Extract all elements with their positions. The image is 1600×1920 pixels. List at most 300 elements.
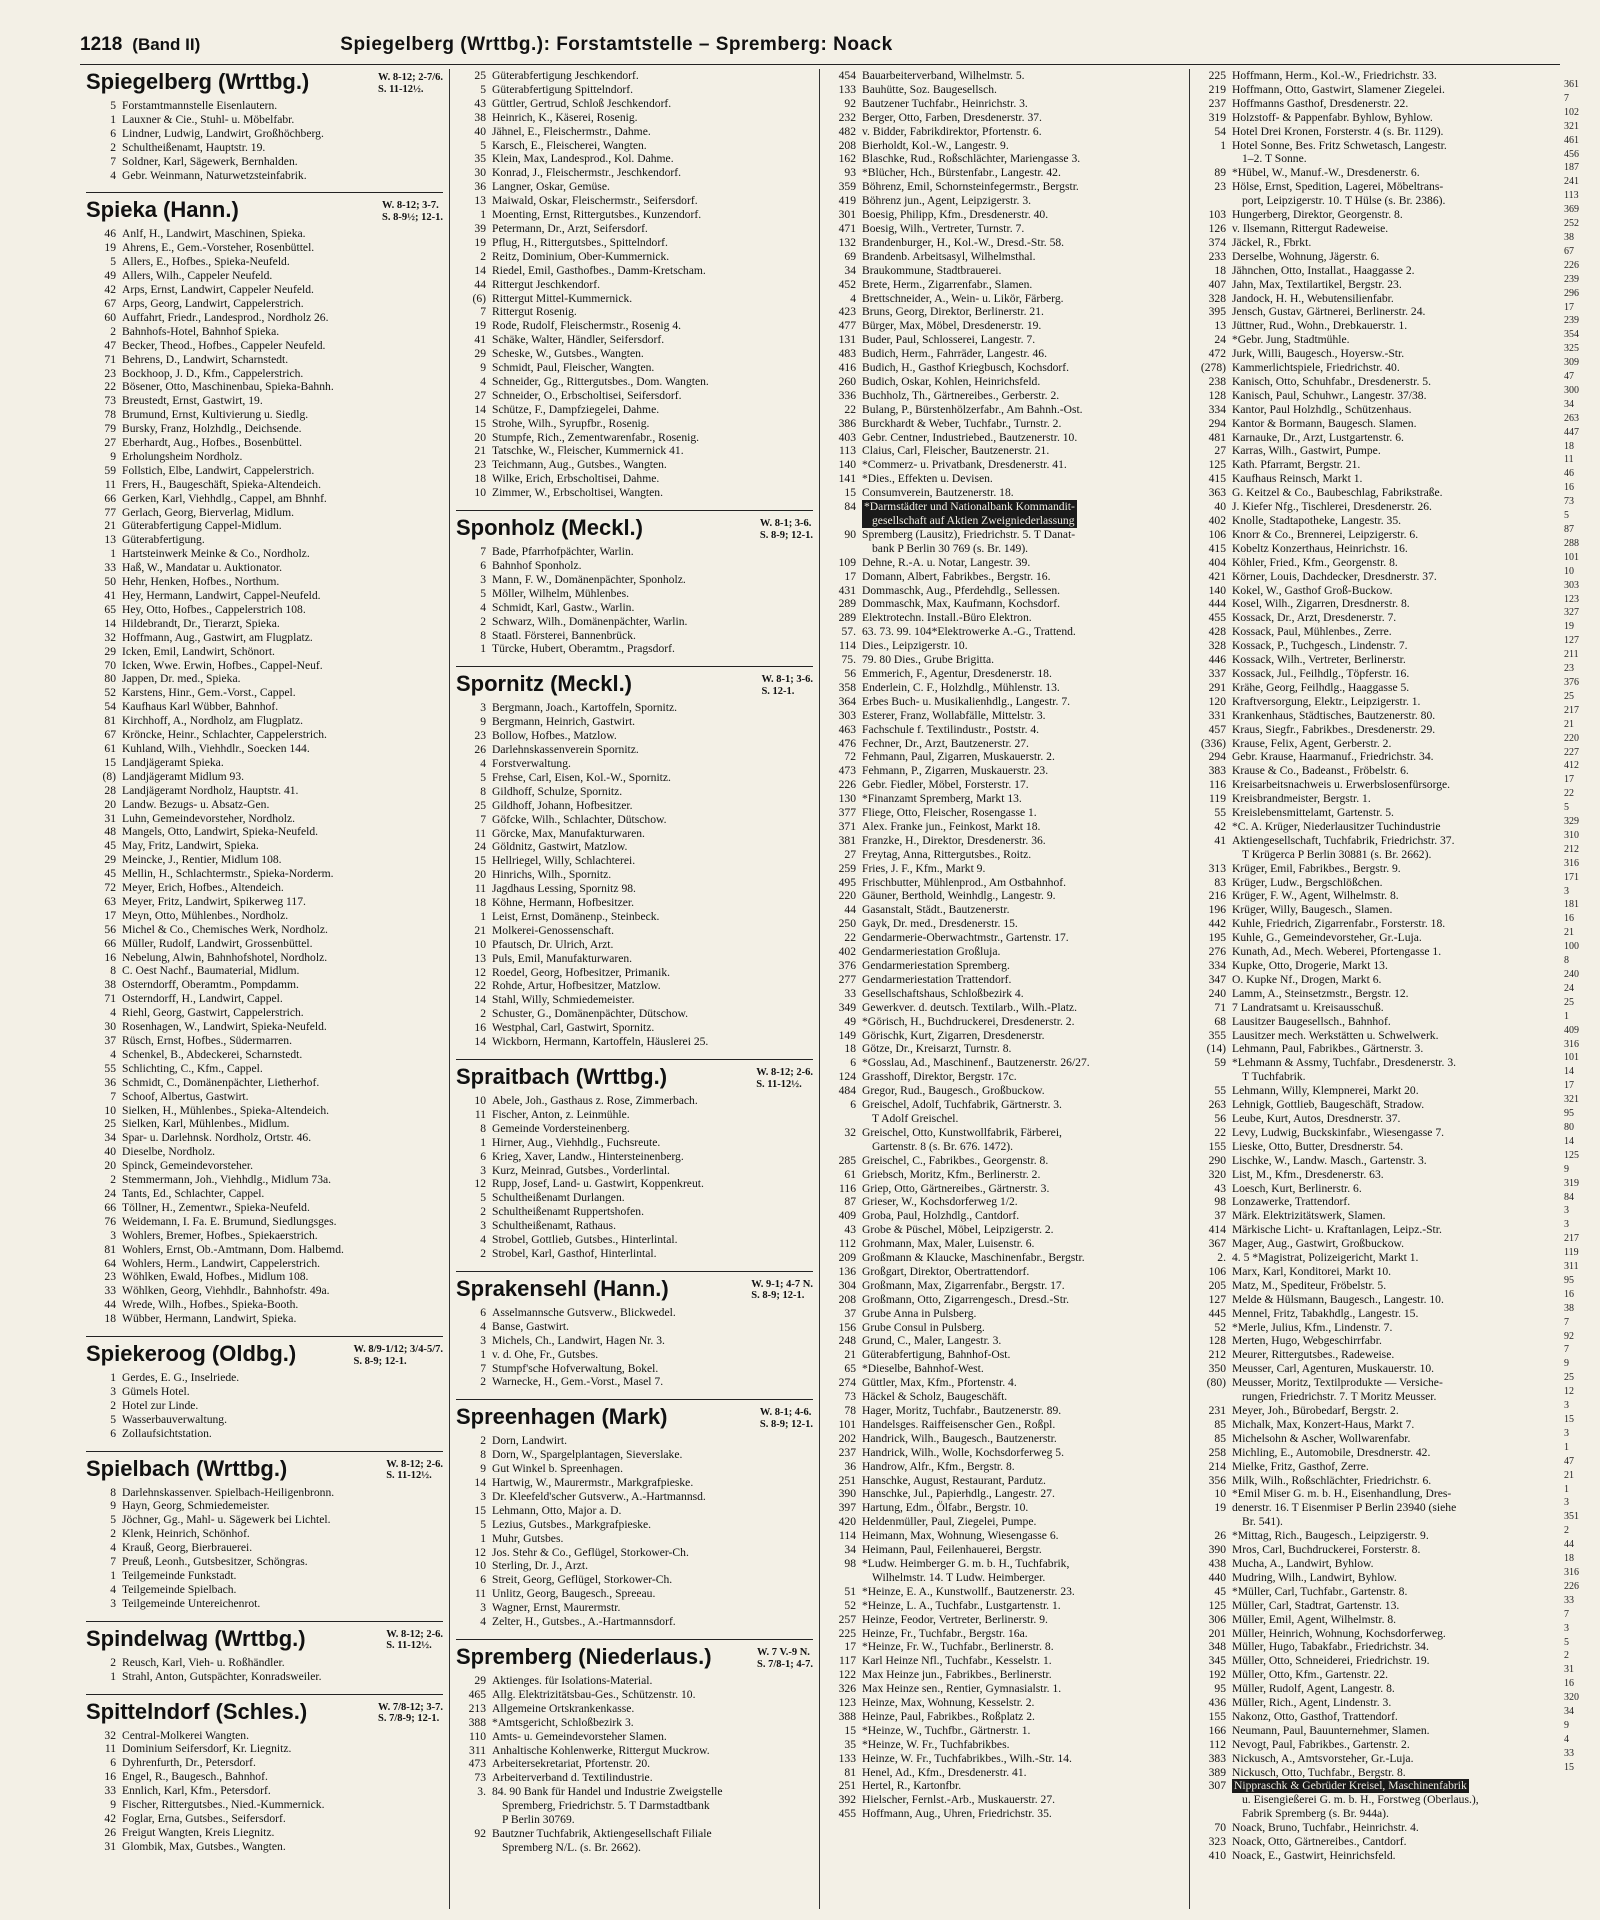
- entry-text: Gebr. Fiedler, Möbel, Forsterstr. 17.: [862, 778, 1029, 792]
- phone-number: 73: [104, 394, 116, 408]
- directory-entry: [456, 278, 813, 292]
- phone-number: 410: [1208, 1849, 1226, 1862]
- phone-number: 1: [480, 642, 486, 656]
- entry-text: Jandock, H. H., Webutensilienfabr.: [1232, 291, 1394, 305]
- phone-number: 3: [480, 1163, 486, 1177]
- entry-text: Icken, Wwe. Erwin, Hofbes., Cappel-Neuf.: [122, 658, 323, 672]
- phone-number: [1196, 152, 1232, 166]
- entry-text: Brandenb. Arbeitsasyl, Wilhelmsthal.: [862, 249, 1036, 263]
- entry-text: Bergmann, Joach., Kartoffeln, Spornitz.: [492, 701, 678, 715]
- phone-number: 383: [1208, 1751, 1226, 1765]
- entry-text: Bösener, Otto, Maschinenbau, Spieka-Bahnh.: [122, 380, 334, 394]
- directory-entry: [1196, 848, 1554, 862]
- entry-text: Grube Consul in Pulsberg.: [862, 1320, 985, 1334]
- margin-number: 9: [1564, 1358, 1569, 1370]
- phone-number: 482: [838, 124, 856, 138]
- margin-number: 101: [1564, 1052, 1579, 1064]
- directory-entry: [1196, 945, 1554, 959]
- directory-entry: [86, 1798, 443, 1812]
- phone-number: 78: [844, 1404, 856, 1417]
- phone-number: 11: [474, 826, 486, 840]
- directory-entry: [1196, 1293, 1554, 1307]
- phone-number: 18: [104, 1312, 116, 1326]
- entry-text: Budich, Herm., Fahrräder, Langestr. 46.: [862, 347, 1047, 361]
- entry-text: Claius, Carl, Fleischer, Bautzenerstr. 21.: [862, 444, 1050, 458]
- entry-text: Hartsteinwerk Meinke & Co., Nordholz.: [122, 547, 310, 561]
- directory-entry: [456, 1233, 813, 1247]
- entry-text: Hinrichs, Wilh., Spornitz.: [492, 868, 612, 882]
- directory-entry: [86, 297, 443, 311]
- margin-number: 4: [1564, 1733, 1569, 1745]
- directory-entry: [86, 784, 443, 798]
- phone-number: 214: [1208, 1459, 1226, 1473]
- phone-number: 84: [844, 500, 856, 514]
- entry-text: Wohlers, Herm., Landwirt, Cappelerstrich.: [122, 1256, 321, 1270]
- directory-entry: [456, 417, 813, 431]
- phone-number: 2: [480, 1246, 486, 1260]
- phone-number: 220: [838, 889, 856, 903]
- margin-number: 25: [1564, 996, 1574, 1008]
- entry-text: Kobeltz Konzerthaus, Heinrichstr. 16.: [1232, 541, 1408, 555]
- phone-number: [826, 1571, 862, 1585]
- entry-text: Hanschke, Jul., Papierhdlg., Langestr. 27.: [862, 1487, 1055, 1501]
- phone-number: 440: [1208, 1570, 1226, 1584]
- entry-text: Enderlein, C. F., Holzhdlg., Mühlenstr. 13.: [862, 680, 1060, 694]
- entry-text: Heldenmüller, Paul, Ziegelei, Pumpe.: [862, 1515, 1037, 1529]
- entry-text: Schultheißenamt Durlangen.: [492, 1191, 625, 1205]
- directory-entry: [1196, 1627, 1554, 1641]
- entry-text: Nickusch, A., Amtsvorsteher, Gr.-Luja.: [1232, 1751, 1414, 1765]
- phone-number: 403: [838, 430, 856, 444]
- entry-text: gesellschaft auf Aktien Zweigniederlassung: [862, 514, 1077, 528]
- entry-text: Boesig, Wilh., Vertreter, Turnstr. 7.: [862, 221, 1025, 235]
- phone-number: 11: [104, 1742, 116, 1756]
- place-name: Spreenhagen (Mark): [456, 1404, 668, 1430]
- phone-number: 17: [844, 1640, 856, 1654]
- entry-text: Wöhlken, Ewald, Hofbes., Midlum 108.: [122, 1270, 309, 1284]
- entry-text: Zelter, H., Gutsbes., A.-Hartmannsdorf.: [492, 1615, 676, 1629]
- directory-entry: [86, 1243, 443, 1257]
- margin-number: 87: [1564, 524, 1574, 535]
- phone-number: 59: [104, 463, 116, 477]
- entry-text: Schmidt, C., Domänenpächter, Lietherhof.: [122, 1075, 320, 1089]
- directory-entry: [1196, 597, 1554, 611]
- entry-text: Franzke, H., Direktor, Dresdenerstr. 36.: [862, 833, 1046, 847]
- entry-text: Karras, Wilh., Gastwirt, Pumpe.: [1232, 444, 1381, 458]
- margin-number: 376: [1564, 676, 1579, 688]
- directory-entry: [1196, 820, 1554, 834]
- margin-number: 19: [1564, 621, 1574, 633]
- directory-entry: [1196, 1154, 1554, 1168]
- directory-entry: [86, 1770, 443, 1784]
- directory-entry: [456, 1757, 813, 1771]
- entry-text: Tants, Ed., Schlachter, Cappel.: [122, 1186, 265, 1200]
- phone-number: 27: [104, 436, 116, 450]
- directory-entry: [456, 1601, 813, 1615]
- directory-entry: [1196, 1390, 1554, 1404]
- margin-number: 12: [1564, 1386, 1574, 1398]
- phone-number: 24: [104, 1186, 116, 1200]
- page-number: 1218: [80, 34, 123, 55]
- entry-text: Wöhlken, Georg, Viehhdlr., Bahnhofstr. 49a.: [122, 1284, 330, 1298]
- directory-entry: [826, 1168, 1183, 1182]
- entry-text: Mielke, Fritz, Gasthof, Zerre.: [1232, 1459, 1369, 1473]
- entry-text: Budich, Oskar, Kohlen, Heinrichsfeld.: [862, 374, 1041, 388]
- directory-entry: [1196, 764, 1554, 778]
- entry-text: Kuhland, Wilh., Viehhdlr., Soecken 144.: [122, 741, 310, 755]
- phone-number: 209: [838, 1251, 856, 1265]
- phone-number: 4: [110, 1582, 116, 1596]
- margin-number: 7: [1564, 1608, 1569, 1620]
- entry-text: Becker, Theod., Hofbes., Cappeler Neufeld.: [122, 338, 326, 352]
- phone-number: 237: [1208, 96, 1226, 110]
- directory-entry: [826, 458, 1183, 472]
- directory-entry: [1196, 1557, 1554, 1571]
- margin-number: 18: [1564, 440, 1574, 452]
- directory-entry: [456, 458, 813, 472]
- phone-number: 367: [1208, 1237, 1226, 1251]
- directory-entry: [456, 1559, 813, 1573]
- directory-entry: [1196, 1098, 1554, 1112]
- entry-text: Neumann, Paul, Bauunternehmer, Slamen.: [1232, 1723, 1430, 1737]
- phone-number: (14): [1206, 1042, 1226, 1056]
- place-header: [456, 1059, 813, 1090]
- directory-entry: [826, 1293, 1183, 1307]
- directory-entry: [86, 113, 443, 127]
- margin-number: 1: [1564, 1483, 1569, 1495]
- entry-text: Asselmannsche Gutsverw., Blickwedel.: [492, 1305, 676, 1319]
- directory-entry: [86, 1840, 443, 1854]
- phone-number: 29: [104, 644, 116, 658]
- entry-text: Michalk, Max, Konzert-Haus, Markt 7.: [1232, 1417, 1415, 1431]
- directory-entry: [826, 528, 1183, 542]
- directory-entry: [456, 1021, 813, 1035]
- entry-text: Bahnhofs-Hotel, Bahnhof Spieka.: [122, 324, 280, 338]
- phone-number: 355: [1208, 1028, 1226, 1042]
- phone-number: 3: [480, 572, 486, 586]
- directory-entry: [826, 1140, 1183, 1154]
- directory-entry: [1196, 500, 1554, 514]
- phone-number: 6: [480, 1573, 486, 1587]
- phone-number: 11: [474, 1587, 486, 1601]
- directory-entry: [86, 1257, 443, 1271]
- office-hours: W. 7/8-12; 3-7. S. 7/8-9; 12-1.: [378, 1701, 443, 1725]
- directory-entry: [86, 1541, 443, 1555]
- directory-entry: [86, 853, 443, 867]
- directory-entry: [1196, 1710, 1554, 1724]
- phone-number: 63: [104, 894, 116, 908]
- phone-number: 9: [110, 1499, 116, 1513]
- phone-number: [1196, 1807, 1232, 1821]
- phone-number: 18: [844, 1042, 856, 1056]
- entry-text: Greischel, C., Fabrikbes., Georgenstr. 8.: [862, 1153, 1049, 1167]
- entry-text: Hoffmann, Aug., Gastwirt, am Flugplatz.: [122, 630, 313, 644]
- entry-text: Dr. Kleefeld'scher Gutsverw., A.-Hartmannsd.: [492, 1489, 706, 1503]
- place-header: [86, 192, 443, 223]
- phone-number: 285: [838, 1153, 856, 1167]
- directory-entry: [1196, 1724, 1554, 1738]
- phone-number: 6: [480, 559, 486, 572]
- directory-entry: [826, 1265, 1183, 1279]
- phone-number: 5: [480, 586, 486, 600]
- entry-text: Gerlach, Georg, Bierverlag, Midlum.: [122, 505, 295, 519]
- directory-entry: [1196, 139, 1554, 153]
- phone-number: 15: [844, 1723, 856, 1737]
- directory-entry: [826, 347, 1183, 361]
- office-hours: W. 8-12; 2-6. S. 11-12½.: [386, 1458, 443, 1482]
- directory-entry: [1196, 973, 1554, 987]
- directory-entry: [1196, 69, 1554, 83]
- margin-number: 447: [1564, 426, 1579, 438]
- directory-entry: [826, 945, 1183, 959]
- directory-entry: [456, 601, 813, 615]
- entry-text: Reusch, Karl, Vieh- u. Roßhändler.: [122, 1655, 285, 1669]
- entry-text: Wrede, Wilh., Hofbes., Spieka-Booth.: [122, 1298, 299, 1312]
- entry-text: Marx, Karl, Konditorei, Markt 10.: [1232, 1264, 1392, 1278]
- directory-entry: [826, 889, 1183, 903]
- margin-number: 127: [1564, 635, 1579, 647]
- entry-text: Buchholz, Th., Gärtnereibes., Gerberstr. 2.: [862, 388, 1060, 402]
- phone-number: 32: [104, 1728, 116, 1742]
- phone-number: 4: [480, 1233, 486, 1247]
- phone-number: 141: [838, 472, 856, 486]
- place-header: [86, 1451, 443, 1482]
- directory-entry: [86, 589, 443, 603]
- phone-number: 22: [1214, 1125, 1226, 1139]
- directory-entry: [826, 1070, 1183, 1084]
- entry-text: Schneider, Gg., Rittergutsbes., Dom. Wangten.: [492, 374, 709, 388]
- entry-text: Müller, Heinrich, Wohnung, Kochsdorferweg.: [1232, 1626, 1446, 1640]
- entry-text: T Adolf Greischel.: [872, 1111, 959, 1125]
- phone-number: 294: [1208, 416, 1226, 430]
- phone-number: 56: [104, 922, 116, 936]
- entry-text: *Heinze, L. A., Tuchfabr., Lustgartenstr. 1.: [862, 1598, 1061, 1612]
- phone-number: 225: [1208, 69, 1226, 82]
- phone-number: 231: [1208, 1404, 1226, 1417]
- phone-number: 438: [1208, 1556, 1226, 1570]
- entry-text: Soldner, Karl, Sägewerk, Bernhalden.: [122, 154, 298, 168]
- phone-number: 149: [838, 1028, 856, 1042]
- phone-number: 8: [480, 1448, 486, 1462]
- entry-text: Landw. Bezugs- u. Absatz-Gen.: [122, 797, 270, 811]
- entry-text: Moenting, Ernst, Rittergutsbes., Kunzendorf.: [492, 208, 702, 222]
- entry-text: Wohlers, Ernst, Ob.-Amtmann, Dom. Halbemd.: [122, 1242, 344, 1256]
- entry-text: Jöchner, Gg., Mahl- u. Sägewerk bei Lichtel.: [122, 1513, 331, 1527]
- directory-entry: [1196, 1474, 1554, 1488]
- entry-text: Krause, Felix, Agent, Gerberstr. 2.: [1232, 736, 1392, 750]
- phone-number: 76: [104, 1214, 116, 1228]
- directory-entry: [1196, 1585, 1554, 1599]
- phone-number: 3: [480, 701, 486, 715]
- entry-text: Großmann, Max, Zigarrenfabr., Bergstr. 17.: [862, 1278, 1065, 1292]
- entry-text: Gregor, Rud., Baugesch., Großbuckow.: [862, 1084, 1045, 1098]
- phone-number: [456, 1799, 492, 1813]
- entry-text: Zimmer, W., Erbscholtisei, Wangten.: [492, 486, 663, 500]
- directory-entry: [456, 305, 813, 319]
- phone-number: 32: [844, 1125, 856, 1139]
- phone-number: 89: [1214, 166, 1226, 180]
- phone-number: 6: [110, 1756, 116, 1770]
- directory-entry: [86, 1215, 443, 1229]
- directory-entry: [86, 798, 443, 812]
- margin-number: 319: [1564, 1177, 1579, 1189]
- entry-text: Lamm, A., Steinsetzmstr., Bergstr. 12.: [1232, 986, 1409, 1000]
- phone-number: 345: [1208, 1654, 1226, 1668]
- place-section: [86, 1451, 443, 1611]
- entry-text: T Krügerca P Berlin 30881 (s. Br. 2662).: [1242, 847, 1432, 861]
- entry-text: Rittergut Jeschkendorf.: [492, 277, 600, 291]
- phone-number: 72: [104, 881, 116, 895]
- entry-text: Michling, E., Automobile, Dresdnerstr. 42.: [1232, 1445, 1431, 1459]
- phone-number: 136: [838, 1264, 856, 1278]
- directory-entry: [456, 1191, 813, 1205]
- directory-entry: [86, 311, 443, 325]
- directory-entry: [456, 1785, 813, 1799]
- entry-text: Meurer, Rittergutsbes., Radeweise.: [1232, 1348, 1395, 1362]
- directory-entry: [456, 1348, 813, 1362]
- phone-number: 5: [480, 770, 486, 784]
- office-hours: W. 8-12; 2-7/6. S. 11-12½.: [378, 72, 443, 95]
- directory-entry: [86, 756, 443, 770]
- phone-number: 73: [844, 1390, 856, 1404]
- phone-number: 481: [1208, 430, 1226, 444]
- phone-number: 374: [1208, 235, 1226, 249]
- phone-number: 9: [480, 715, 486, 729]
- margin-number: 92: [1564, 1330, 1574, 1342]
- directory-entry: [1196, 1738, 1554, 1752]
- phone-number: 251: [838, 1473, 856, 1487]
- entry-text: Warnecke, H., Gem.-Vorst., Masel 7.: [492, 1375, 664, 1389]
- directory-entry: [826, 1766, 1183, 1780]
- entry-text: Brumund, Ernst, Kultivierung u. Siedlg.: [122, 408, 309, 422]
- entry-text: Dommaschk, Aug., Pferdehdlg., Sellessen.: [862, 583, 1061, 597]
- entry-text: Fehmann, Paul, Zigarren, Muskauerstr. 2.: [862, 750, 1055, 764]
- entry-text: Brettschneider, A., Wein- u. Likör, Färberg.: [862, 291, 1064, 305]
- directory-entry: [86, 617, 443, 631]
- phone-number: 8: [480, 784, 486, 798]
- phone-number: 356: [1208, 1473, 1226, 1487]
- entry-text: Engel, R., Baugesch., Bahnhof.: [122, 1770, 268, 1784]
- entry-text: *Emil Miser G. m. b. H., Eisenhandlung, Dres-: [1232, 1487, 1452, 1501]
- phone-number: 43: [844, 1223, 856, 1237]
- phone-number: 35: [844, 1737, 856, 1751]
- entry-text: Hey, Hermann, Landwirt, Cappel-Neufeld.: [122, 589, 321, 602]
- entry-text: Güterabfertigung Spittelndorf.: [492, 82, 634, 96]
- phone-number: [1196, 1390, 1232, 1404]
- entry-text: Luhn, Gemeindevorsteher, Nordholz.: [122, 811, 296, 825]
- phone-number: 12: [474, 1177, 486, 1191]
- phone-number: 3: [480, 1601, 486, 1615]
- entry-text: Rittergut Rosenig.: [492, 305, 577, 319]
- phone-number: 98: [1214, 1195, 1226, 1209]
- directory-entry: [826, 737, 1183, 751]
- entry-text: 1–2. T Sonne.: [1242, 152, 1307, 166]
- phone-number: (336): [1200, 736, 1226, 750]
- entry-text: Scheske, W., Gutsbes., Wangten.: [492, 347, 644, 361]
- entry-text: Hertel, R., Kartonfbr.: [862, 1779, 962, 1793]
- directory-entry: [826, 1404, 1183, 1418]
- entry-text: Bulang, P., Bürstenhölzerfabr., Am Bahnh.-Ost.: [862, 402, 1083, 416]
- entry-text: Körner, Louis, Dachdecker, Dresdnerstr. 37.: [1232, 569, 1437, 583]
- phone-number: 55: [1214, 1084, 1226, 1098]
- directory-entry: [826, 1807, 1183, 1821]
- phone-number: 457: [1208, 722, 1226, 736]
- directory-entry: [456, 1813, 813, 1827]
- entry-text: *Blücher, Hch., Bürstenfabr., Langestr. 42.: [862, 166, 1061, 180]
- directory-entry: [826, 542, 1183, 556]
- directory-entry: [456, 1841, 813, 1855]
- entry-text: Kreislebensmittelamt, Gartenstr. 5.: [1232, 806, 1394, 820]
- entry-text: Eberhardt, Aug., Hofbes., Bosenbüttel.: [122, 436, 302, 450]
- entry-text: Lausitzer Baugesellsch., Bahnhof.: [1232, 1014, 1391, 1028]
- entry-text: Schoof, Albertus, Gastwirt.: [122, 1089, 249, 1103]
- phone-number: 90: [844, 527, 856, 541]
- margin-number: 316: [1564, 1566, 1579, 1578]
- entry-text: u. Eisengießerei G. m. b. H., Forstweg (Oberlaus.),: [1242, 1793, 1479, 1807]
- phone-number: 31: [104, 1839, 116, 1853]
- entry-text: Derselbe, Wohnung, Jägerstr. 6.: [1232, 249, 1380, 263]
- entry-text: *Heinze, W. Fr., Tuchfabrikbes.: [862, 1737, 1010, 1751]
- directory-entry: [1196, 1501, 1554, 1515]
- phone-number: 4: [480, 1615, 486, 1629]
- directory-entry: [86, 923, 443, 937]
- phone-number: 125: [1208, 458, 1226, 472]
- directory-entry: [456, 1702, 813, 1716]
- directory-entry: [1196, 222, 1554, 236]
- phone-number: 9: [480, 1462, 486, 1476]
- entry-text: Bollow, Hofbes., Matzlow.: [492, 729, 617, 743]
- entry-text: Gayk, Dr. med., Dresdenerstr. 15.: [862, 917, 1018, 931]
- entry-text: Kosel, Wilh., Zigarren, Dresdnerstr. 8.: [1232, 597, 1410, 611]
- entry-text: Kammerlichtspiele, Friedrichstr. 40.: [1232, 361, 1400, 375]
- directory-entry: [456, 97, 813, 111]
- phone-number: 87: [844, 1195, 856, 1209]
- entry-text: Fries, J. F., Kfm., Markt 9.: [862, 861, 986, 875]
- phone-number: 52: [844, 1598, 856, 1612]
- margin-number: 309: [1564, 357, 1579, 369]
- margin-number: 296: [1564, 287, 1579, 299]
- phone-number: 2: [480, 1007, 486, 1021]
- entry-text: Müller, Carl, Stadtrat, Gartenstr. 13.: [1232, 1598, 1400, 1612]
- entry-text: bank P Berlin 30 769 (s. Br. 149).: [872, 541, 1029, 555]
- margin-number: 15: [1564, 1761, 1574, 1773]
- entry-text: Güterabfertigung, Bahnhof-Ost.: [862, 1348, 1011, 1362]
- directory-entry: [86, 1048, 443, 1062]
- phone-number: 52: [1214, 1320, 1226, 1334]
- directory-entry: [1196, 1126, 1554, 1140]
- place-section: [456, 666, 813, 1049]
- margin-number: 3: [1564, 1400, 1569, 1412]
- entry-text: Streit, Georg, Geflügel, Storkower-Ch.: [492, 1573, 673, 1587]
- directory-entry: [1196, 361, 1554, 375]
- directory-entry: [456, 1320, 813, 1334]
- phone-number: 5: [110, 1513, 116, 1527]
- phone-number: 331: [1208, 708, 1226, 722]
- margin-number: 171: [1564, 871, 1579, 883]
- entry-text: Arps, Georg, Landwirt, Cappelerstrich.: [122, 296, 304, 310]
- margin-number: 3: [1564, 1205, 1569, 1217]
- directory-entry: [86, 408, 443, 422]
- directory-entry: [86, 1597, 443, 1611]
- directory-entry: [826, 278, 1183, 292]
- phone-number: 65: [844, 1362, 856, 1376]
- phone-number: 10: [474, 1094, 486, 1107]
- entry-text: Bade, Pfarrhofpächter, Warlin.: [492, 545, 634, 559]
- directory-entry: [456, 236, 813, 250]
- phone-number: 42: [1214, 819, 1226, 833]
- directory-entry: [86, 575, 443, 589]
- entry-text: Kraftversorgung, Elektr., Leipzigerstr. 1.: [1232, 694, 1421, 708]
